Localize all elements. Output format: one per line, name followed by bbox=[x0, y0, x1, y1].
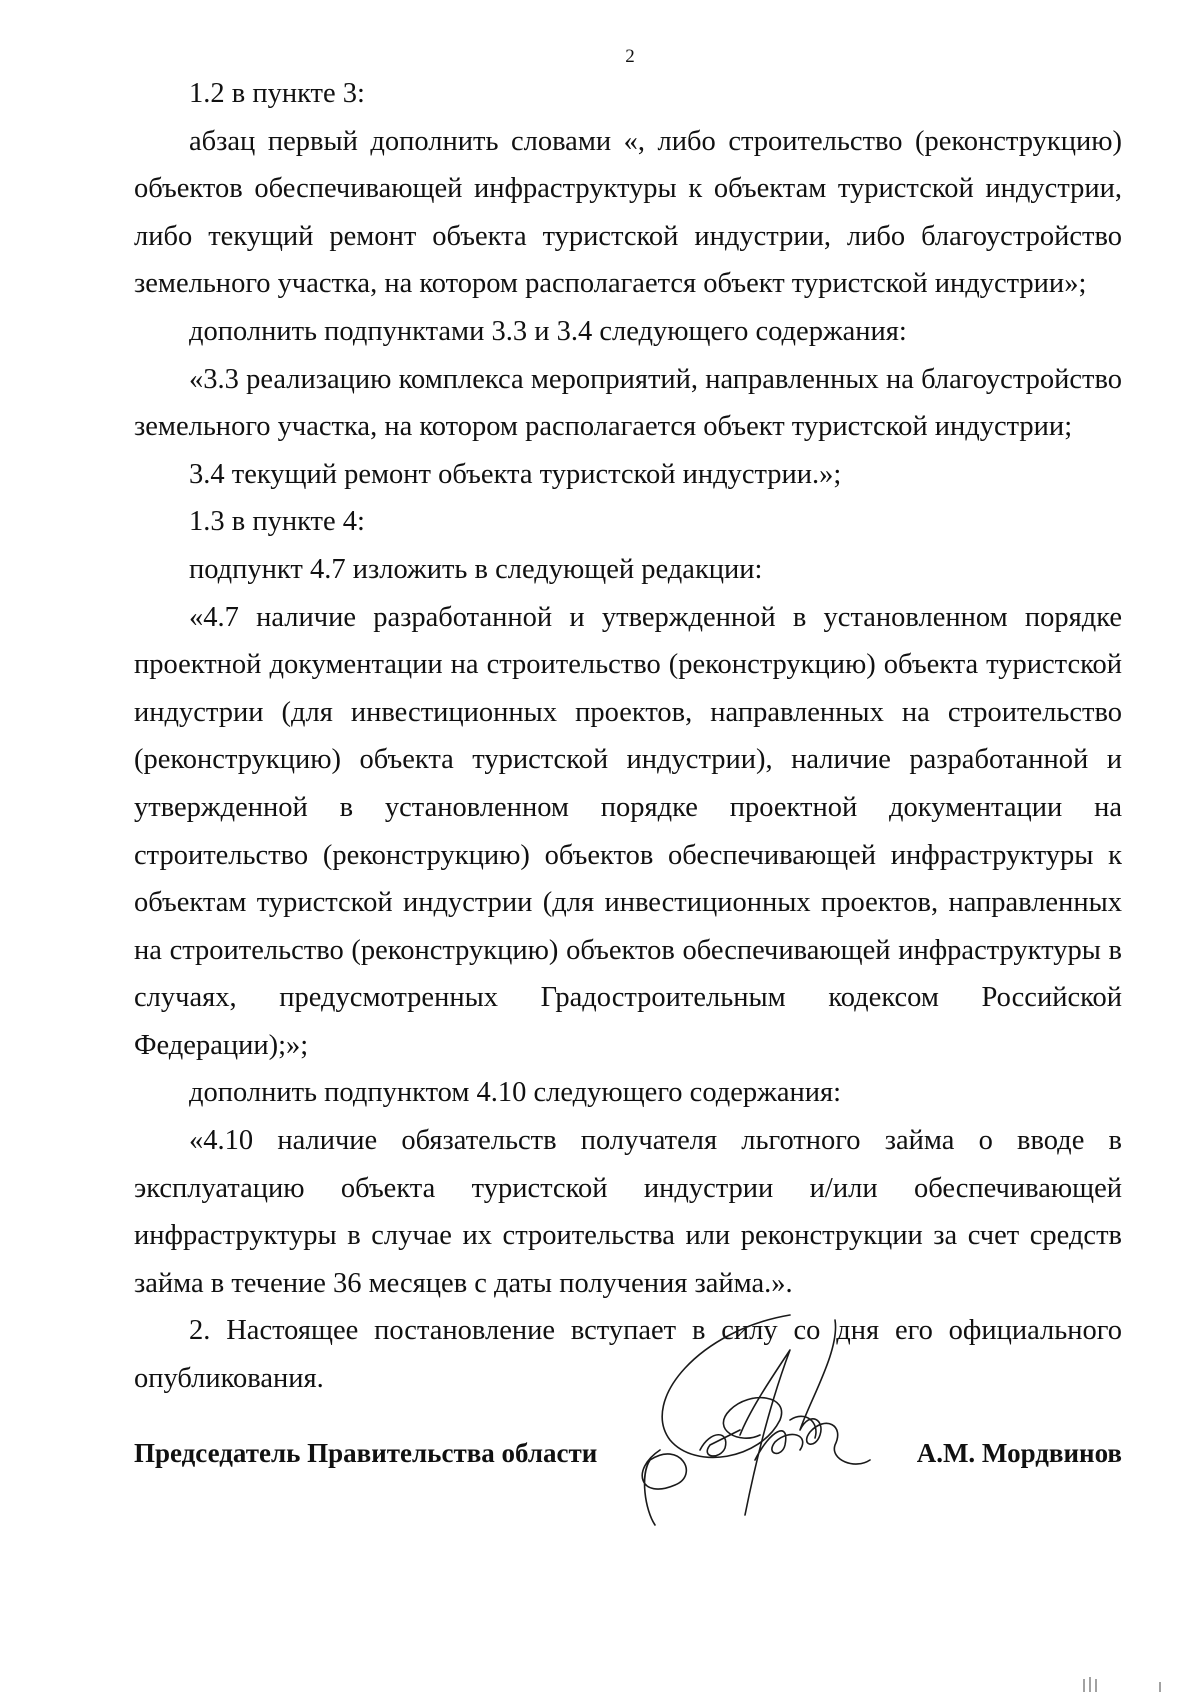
paragraph-2: 2. Настоящее постановление вступает в силу со дня его официального опубликования. bbox=[134, 1315, 1122, 1395]
paragraph-dopolnit-4-10: дополнить подпунктом 4.10 следующего содержания: bbox=[189, 1077, 842, 1109]
paragraph-podpunkt-4-7: подпункт 4.7 изложить в следующей редакции: bbox=[189, 553, 763, 585]
paragraph-dopolnit-3-3-3-4: дополнить подпунктами 3.3 и 3.4 следующего содержания: bbox=[189, 315, 907, 347]
paragraph-4-7: «4.7 наличие разработанной и утвержденной в установленном порядке проектной документации на строительство (реконструкцию) объекта туристской индустрии (для инвестиционных проектов, направленных на строительство (реконструкцию) объекта туристской индустрии), наличие разработанной и утвержденной в установленном порядке проектной документации на строительство (реконструкцию) объектов обеспечивающей инфраструктуры к объектам туристской индустрии (для инвестиционных проектов, направленных на строительство (реконструкцию) объектов обеспечивающей инфраструктуры в случаях, предусмотренных Градостроительным кодексом Российской Федерации);»; bbox=[134, 601, 1122, 1061]
handwritten-signature bbox=[640, 1310, 880, 1540]
paragraph-3-4: 3.4 текущий ремонт объекта туристской индустрии.»; bbox=[189, 458, 842, 490]
paragraph-abzac: абзац первый дополнить словами «, либо строительство (реконструкцию) объектов обеспечивающей инфраструктуры к объектам туристской индустрии, либо текущий ремонт объекта туристской индустрии, либо благоустройство земельного участка, на котором располагается объект туристской индустрии»; bbox=[134, 125, 1122, 300]
signature-block bbox=[134, 1438, 1122, 1478]
document-body bbox=[134, 70, 1122, 1403]
page-number: 2 bbox=[625, 46, 635, 67]
signatory-name: А.М. Мордвинов bbox=[916, 1438, 1122, 1468]
paragraph-1-2: 1.2 в пункте 3: bbox=[189, 78, 365, 109]
paragraph-3-3: «3.3 реализацию комплекса мероприятий, направленных на благоустройство земельного участка, на котором располагается объект туристской индустрии; bbox=[134, 363, 1122, 443]
paragraph-4-10: «4.10 наличие обязательств получателя льготного займа о вводе в эксплуатацию объекта туристской индустрии и/или обеспечивающей инфраструктуры в случае их строительства или реконструкции за счет средств займа в течение 36 месяцев с даты получения займа.». bbox=[134, 1125, 1122, 1299]
signatory-position: Председатель Правительства области bbox=[134, 1438, 598, 1468]
paragraph-1-3: 1.3 в пункте 4: bbox=[189, 506, 365, 538]
scan-edge-marks bbox=[1080, 1674, 1180, 1694]
